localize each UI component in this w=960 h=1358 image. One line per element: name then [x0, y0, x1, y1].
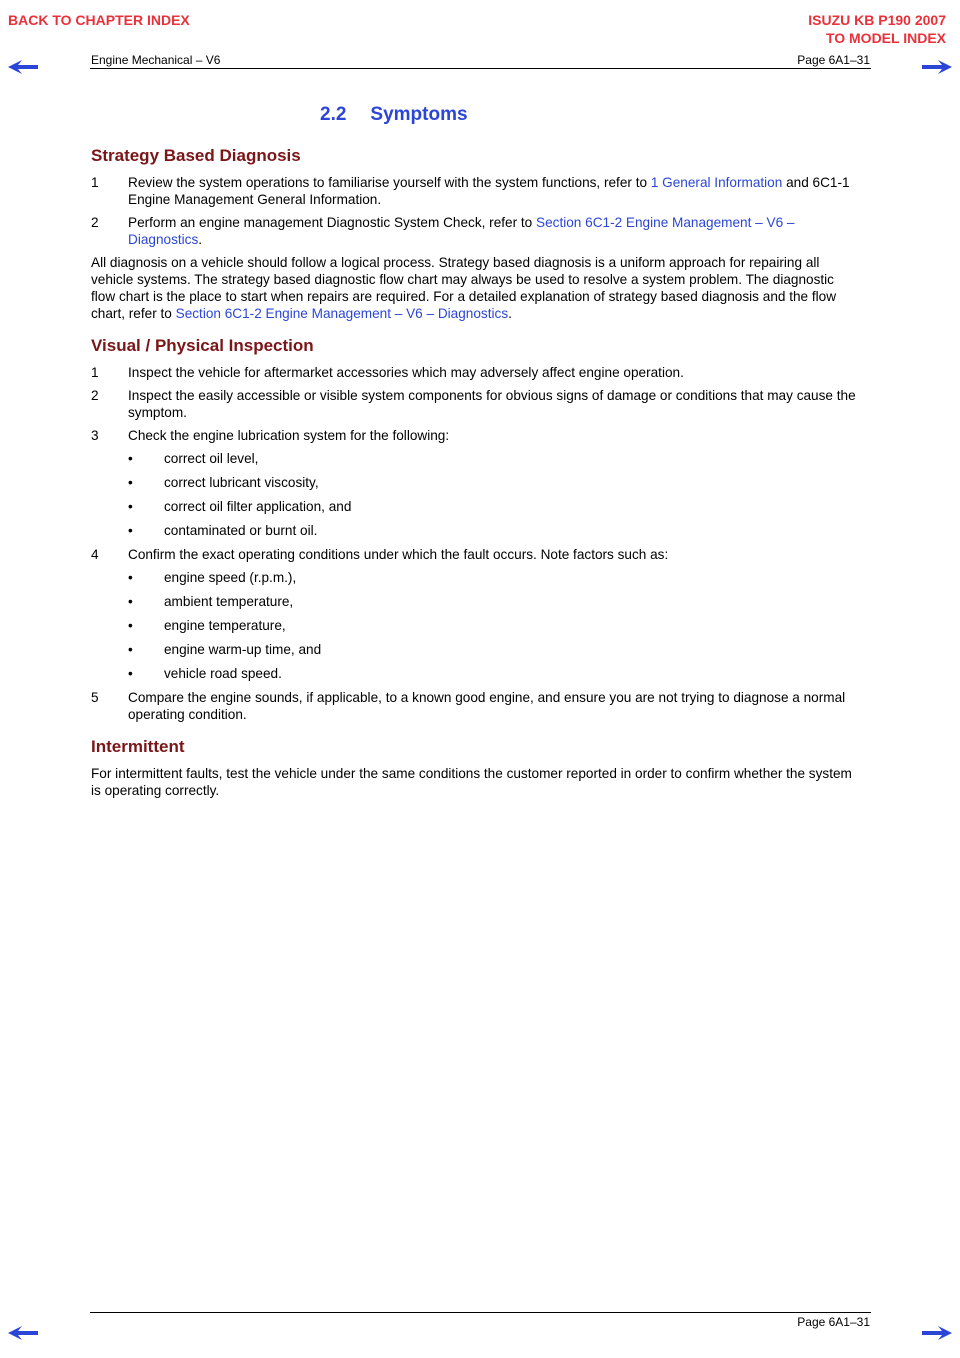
bullet-text: engine warm-up time, and [164, 642, 322, 657]
bullet-icon: • [128, 618, 133, 633]
running-header-left: Engine Mechanical – V6 [91, 53, 221, 67]
bullet-text: correct oil filter application, and [164, 499, 352, 514]
item-text: Inspect the vehicle for aftermarket accessories which may adversely affect engine operation. [128, 365, 684, 380]
bullet-item [128, 641, 861, 658]
bullet-icon: • [128, 451, 133, 466]
list-item [91, 214, 861, 248]
bullet-text: contaminated or burnt oil. [164, 523, 318, 538]
bullet-item [128, 569, 861, 586]
bullet-icon: • [128, 499, 133, 514]
section-number: 2.2 [320, 104, 347, 125]
bullet-icon: • [128, 523, 133, 538]
next-page-bottom-arrow-icon[interactable] [922, 1326, 952, 1340]
to-model-index-link[interactable]: TO MODEL INDEX [825, 30, 946, 46]
general-information-link[interactable]: 1 General Information [650, 175, 783, 190]
running-header-right: Page 6A1–31 [797, 53, 870, 67]
bullet-item [128, 522, 861, 539]
list-item [91, 174, 861, 208]
bullet-text: vehicle road speed. [164, 666, 282, 681]
bullet-item [128, 617, 861, 634]
bullet-text: engine temperature, [164, 618, 286, 633]
item-number: 2 [91, 215, 99, 230]
item-number: 2 [91, 388, 99, 403]
item-text [128, 214, 861, 248]
strategy-paragraph [91, 254, 861, 322]
page-content [91, 146, 861, 805]
header-rule [90, 68, 871, 69]
item-number: 1 [91, 175, 99, 190]
footer-rule [90, 1312, 871, 1313]
intermittent-paragraph: For intermittent faults, test the vehicle under the same conditions the customer reported in order to confirm whether the system is operating correctly. [91, 766, 852, 798]
item-text-post: . [198, 232, 203, 247]
bullet-item [128, 474, 861, 491]
bullet-text: correct oil level, [164, 451, 259, 466]
item-text-pre: Perform an engine management Diagnostic System Check, refer to [128, 215, 537, 230]
section-title [320, 104, 468, 126]
list-item [91, 546, 861, 563]
bullet-text: correct lubricant viscosity, [164, 475, 319, 490]
diagnostics-link[interactable]: Section 6C1-2 Engine Management – V6 – Diagnostics [128, 215, 795, 247]
bullet-item [128, 665, 861, 682]
bullet-item [128, 498, 861, 515]
diagnostics-paragraph-link[interactable]: Section 6C1-2 Engine Management – V6 – Diagnostics [175, 306, 509, 321]
item-text: Confirm the exact operating conditions under which the fault occurs. Note factors such as: [128, 547, 669, 562]
bullet-item [128, 593, 861, 610]
section-title-text: Symptoms [370, 104, 468, 125]
item-text: Compare the engine sounds, if applicable, to a known good engine, and ensure you are not trying to diagnose a normal operating condition. [128, 690, 846, 722]
list-item [91, 387, 861, 421]
item-text-pre: Review the system operations to familiarise yourself with the system functions, refer to [128, 175, 651, 190]
item-number: 5 [91, 690, 99, 705]
item-text-post: and 6C1-1 Engine Management General Information. [128, 175, 850, 207]
previous-page-arrow-icon[interactable] [8, 60, 38, 74]
strategy-heading: Strategy Based Diagnosis [91, 146, 301, 165]
item-number: 3 [91, 428, 99, 443]
bullet-icon: • [128, 594, 133, 609]
item-text: Check the engine lubrication system for the following: [128, 428, 450, 443]
bullet-icon: • [128, 475, 133, 490]
intermittent-heading: Intermittent [91, 737, 185, 756]
list-item [91, 364, 861, 381]
paragraph-text: All diagnosis on a vehicle should follow a logical process. Strategy based diagnosis is a uniform approach for repairing all vehicle systems. The strategy based diagnostic flow chart may always be used to resolve a system problem. The diagnostic flow chart is the place to start when repairs are required. For a detailed explanation of strategy based diagnosis and the flow chart, refer to [91, 255, 837, 321]
running-footer-right: Page 6A1–31 [797, 1315, 870, 1329]
bullet-text: engine speed (r.p.m.), [164, 570, 297, 585]
bullet-icon: • [128, 666, 133, 681]
paragraph-text-end: . [508, 306, 512, 321]
item-number: 1 [91, 365, 99, 380]
bullet-text: ambient temperature, [164, 594, 294, 609]
model-index-title-link[interactable]: ISUZU KB P190 2007 [808, 12, 946, 28]
list-item [91, 689, 861, 723]
next-page-arrow-icon[interactable] [922, 60, 952, 74]
bullet-icon: • [128, 642, 133, 657]
back-to-chapter-index-link[interactable]: BACK TO CHAPTER INDEX [8, 12, 190, 28]
bullet-icon: • [128, 570, 133, 585]
item-number: 4 [91, 547, 99, 562]
bullet-item [128, 450, 861, 467]
item-text: Inspect the easily accessible or visible system components for obvious signs of damage or conditions that may cause the symptom. [128, 388, 856, 420]
item-text [128, 174, 861, 208]
previous-page-bottom-arrow-icon[interactable] [8, 1326, 38, 1340]
list-item [91, 427, 861, 444]
visual-inspection-heading: Visual / Physical Inspection [91, 336, 314, 355]
